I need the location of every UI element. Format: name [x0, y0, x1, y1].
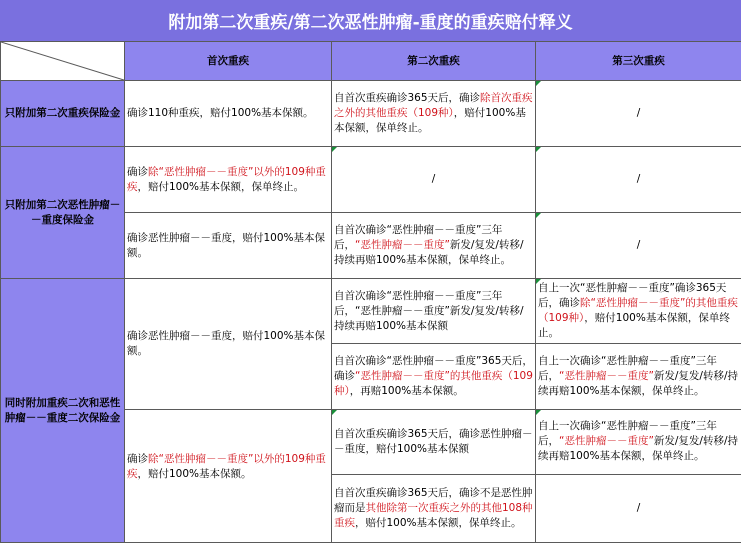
cell-row2b-first: 确诊恶性肿瘤－－重度，赔付100%基本保额。 [125, 213, 332, 279]
table-row [1, 81, 741, 147]
row-header-cancer: 只附加第二次恶性肿瘤－－重度保险金 [1, 147, 125, 279]
cell-row3d-second: 自首次重疾确诊365天后，确诊不是恶性肿瘤而是其他除第一次重疾之外的其他108种重疾，赔付100%基本保额，保单终止。 [332, 474, 536, 542]
highlight-text: “恶性肿瘤－－重度”的其他重疾（109种） [334, 369, 533, 397]
cell-row1-first: 确诊110种重疾，赔付100%基本保额。 [125, 81, 332, 147]
cell-row3a-second: 自首次确诊“恶性肿瘤－－重度”三年后，“恶性肿瘤－－重度”新发/复发/转移/持续再赔100%基本保额 [332, 279, 536, 343]
cell-row2b-second: 自首次确诊“恶性肿瘤－－重度”三年后，“恶性肿瘤－－重度”新发/复发/转移/持续再赔100%基本保额，保单终止。 [332, 213, 536, 279]
cell-row3c-second: 自首次重疾确诊365天后，确诊恶性肿瘤－－重度，赔付100%基本保额 [332, 409, 536, 474]
row-header-critical-illness: 只附加第二次重疾保险金 [1, 81, 125, 147]
highlight-text: 其他除第一次重疾之外的其他108种重疾 [334, 501, 533, 529]
header-row [1, 42, 741, 81]
payout-table [0, 41, 741, 543]
highlight-text: 除“恶性肿瘤－－重度”以外的109种重疾 [127, 452, 326, 480]
table-title: 附加第二次重疾/第二次恶性肿瘤-重度的重疾赔付释义 [0, 0, 741, 41]
highlight-text: “恶性肿瘤－－重度” [559, 435, 654, 448]
corner-diagonal [1, 42, 124, 80]
highlight-text: “恶性肿瘤－－重度” [559, 369, 654, 382]
cell-row3b-second: 自首次确诊“恶性肿瘤－－重度”365天后，确诊“恶性肿瘤－－重度”的其他重疾（109种），再赔100%基本保额。 [332, 343, 536, 409]
highlight-text: “恶性肿瘤－－重度” [355, 239, 450, 252]
column-header-second: 第二次重疾 [332, 42, 536, 81]
corner-cell [1, 42, 125, 81]
highlight-text: 除首次重疾之外的其他重疾（109种） [334, 92, 533, 120]
cell-row3a-first: 确诊恶性肿瘤－－重度，赔付100%基本保额。 [125, 279, 332, 409]
highlight-text: 除“恶性肿瘤－－重度”的其他重疾（109种） [538, 297, 738, 324]
row-header-both: 同时附加重疾二次和恶性肿瘤－－重度二次保险金 [1, 279, 125, 543]
highlight-text: 除“恶性肿瘤－－重度”以外的109种重疾 [127, 165, 326, 193]
cell-row1-third: / [536, 81, 741, 147]
cell-row3c-third: 自上一次确诊“恶性肿瘤－－重度”三年后，“恶性肿瘤－－重度”新发/复发/转移/持续再赔100%基本保额，保单终止。 [536, 409, 741, 474]
table-row [1, 147, 741, 213]
cell-row2a-third: / [536, 147, 741, 213]
cell-row3c-first: 确诊除“恶性肿瘤－－重度”以外的109种重疾，赔付100%基本保额。 [125, 409, 332, 542]
cell-row2a-second: / [332, 147, 536, 213]
cell-row2a-first: 确诊除“恶性肿瘤－－重度”以外的109种重疾，赔付100%基本保额，保单终止。 [125, 147, 332, 213]
column-header-third: 第三次重疾 [536, 42, 741, 81]
cell-row2b-third: / [536, 213, 741, 279]
column-header-first: 首次重疾 [125, 42, 332, 81]
cell-row3d-third: / [536, 474, 741, 542]
cell-row3a-third: 自上一次“恶性肿瘤－－重度”确诊365天后，确诊除“恶性肿瘤－－重度”的其他重疾（109种），赔付100%基本保额，保单终止。 [536, 279, 741, 343]
cell-row1-second: 自首次重疾确诊365天后，确诊除首次重疾之外的其他重疾（109种），赔付100%基本保额，保单终止。 [332, 81, 536, 147]
cell-row3b-third: 自上一次确诊“恶性肿瘤－－重度”三年后，“恶性肿瘤－－重度”新发/复发/转移/持续再赔100%基本保额，保单终止。 [536, 343, 741, 409]
table-row [1, 279, 741, 343]
